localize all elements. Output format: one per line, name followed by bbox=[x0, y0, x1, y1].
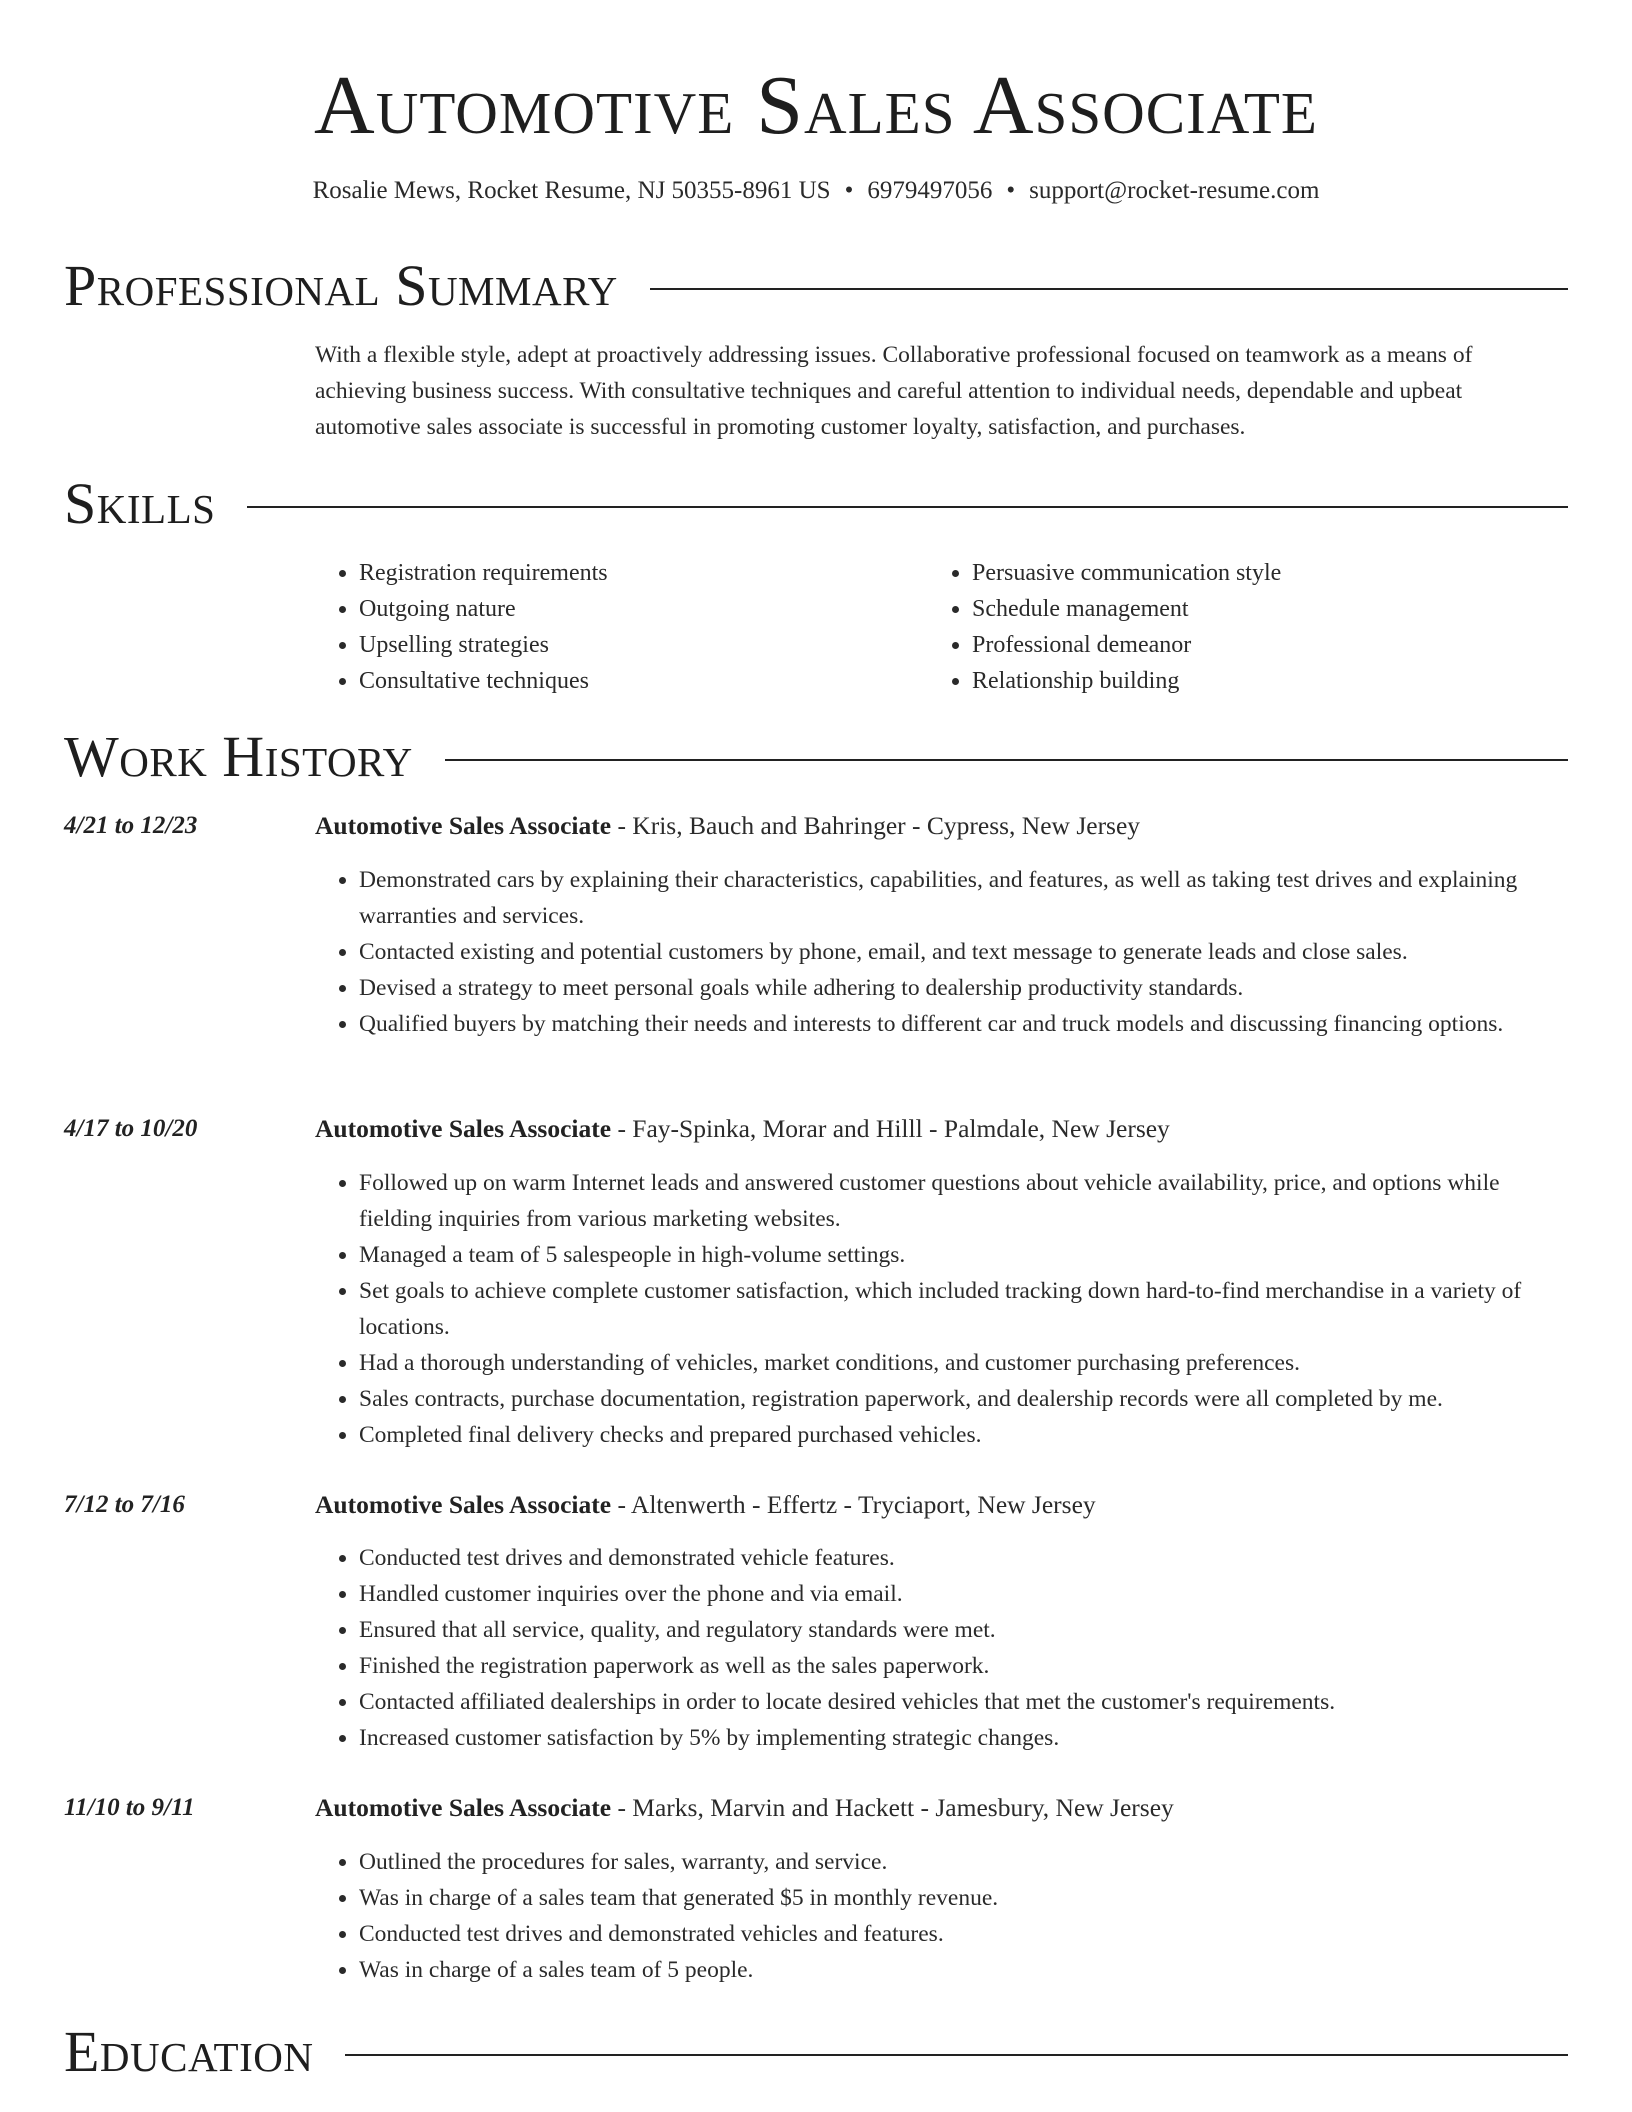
job-bullet: • Completed final delivery checks and prepared purchased vehicles. bbox=[359, 1417, 1568, 1453]
skill-item: • Relationship building bbox=[972, 663, 1572, 699]
job-bullet: • Ensured that all service, quality, and regulatory standards were met. bbox=[359, 1612, 1568, 1648]
job-heading bbox=[315, 808, 1568, 844]
job-heading bbox=[315, 1487, 1568, 1523]
job-heading bbox=[315, 1111, 1568, 1147]
skill-item: • Professional demeanor bbox=[972, 627, 1572, 663]
job-bullet: • Devised a strategy to meet personal goals while adhering to dealership productivity standards. bbox=[359, 970, 1568, 1006]
section-header-skills bbox=[64, 472, 1568, 536]
job-bullet: • Had a thorough understanding of vehicles, market conditions, and customer purchasing preferences. bbox=[359, 1345, 1568, 1381]
job-bullet: • Was in charge of a sales team of 5 people. bbox=[359, 1952, 1568, 1988]
job-details: - Marks, Marvin and Hackett - Jamesbury, New Jersey bbox=[611, 1793, 1174, 1822]
job-bullet: • Followed up on warm Internet leads and answered customer questions about vehicle availability, price, and options while fielding inquiries from various marketing websites. bbox=[359, 1165, 1568, 1237]
resume-title: Automotive Sales Associate bbox=[314, 59, 1318, 152]
job-details: - Kris, Bauch and Bahringer - Cypress, New Jersey bbox=[611, 811, 1141, 840]
job-bullets bbox=[315, 1844, 1568, 1988]
skills-list-right bbox=[928, 555, 1572, 699]
job-role: Automotive Sales Associate bbox=[315, 1114, 612, 1143]
section-divider bbox=[345, 2054, 1568, 2056]
job-bullet: • Sales contracts, purchase documentation, registration paperwork, and dealership records were all completed by me. bbox=[359, 1381, 1568, 1417]
section-header-work-history bbox=[64, 725, 1568, 789]
section-header-education bbox=[64, 2020, 1568, 2084]
job-bullet: • Outlined the procedures for sales, warranty, and service. bbox=[359, 1844, 1568, 1880]
skill-item: • Upselling strategies bbox=[359, 627, 929, 663]
job-heading bbox=[315, 1790, 1568, 1826]
section-title-work-history: Work History bbox=[64, 724, 413, 789]
skill-item: • Outgoing nature bbox=[359, 591, 929, 627]
job-dates: 4/17 to 10/20 bbox=[64, 1115, 198, 1142]
job-bullet: • Contacted affiliated dealerships in order to locate desired vehicles that met the customer's requirements. bbox=[359, 1684, 1568, 1720]
job-bullets bbox=[315, 1540, 1568, 1756]
section-title-summary: Professional Summary bbox=[64, 253, 618, 318]
section-header-summary bbox=[64, 254, 1568, 318]
job-role: Automotive Sales Associate bbox=[315, 1793, 612, 1822]
section-divider bbox=[247, 506, 1568, 508]
job-bullet: • Qualified buyers by matching their needs and interests to different car and truck models and discussing financing options. bbox=[359, 1006, 1568, 1042]
section-divider bbox=[650, 288, 1568, 290]
contact-address: Rosalie Mews, Rocket Resume, NJ 50355-8961 US bbox=[312, 177, 831, 204]
job-details: - Altenwerth - Effertz - Tryciaport, New Jersey bbox=[611, 1490, 1096, 1519]
job-dates: 11/10 to 9/11 bbox=[64, 1794, 195, 1821]
contact-phone: 6979497056 bbox=[867, 177, 993, 204]
skill-item: • Schedule management bbox=[972, 591, 1572, 627]
skill-item: • Registration requirements bbox=[359, 555, 929, 591]
job-bullets bbox=[315, 862, 1568, 1042]
section-title-skills: Skills bbox=[64, 471, 216, 536]
job-details: - Fay-Spinka, Morar and Hilll - Palmdale, New Jersey bbox=[611, 1114, 1170, 1143]
summary-text: With a flexible style, adept at proactively addressing issues. Collaborative professional focused on teamwork as a means of achieving business success. With consultative techniques and careful attention to individual needs, dependable and upbeat automotive sales associate is successful in promoting customer loyalty, satisfaction, and purchases. bbox=[315, 342, 1473, 440]
job-dates: 7/12 to 7/16 bbox=[64, 1491, 185, 1518]
job-role: Automotive Sales Associate bbox=[315, 811, 612, 840]
contact-separator: • bbox=[844, 177, 854, 204]
skill-item: • Consultative techniques bbox=[359, 663, 929, 699]
job-bullet: • Contacted existing and potential customers by phone, email, and text message to generate leads and close sales. bbox=[359, 934, 1568, 970]
job-dates: 4/21 to 12/23 bbox=[64, 812, 198, 839]
job-bullet: • Increased customer satisfaction by 5% by implementing strategic changes. bbox=[359, 1720, 1568, 1756]
job-bullet: • Conducted test drives and demonstrated vehicle features. bbox=[359, 1540, 1568, 1576]
job-bullets bbox=[315, 1165, 1568, 1453]
section-divider bbox=[445, 759, 1568, 761]
skills-list-left bbox=[315, 555, 929, 699]
job-role: Automotive Sales Associate bbox=[315, 1490, 612, 1519]
job-bullet: • Managed a team of 5 salespeople in high-volume settings. bbox=[359, 1237, 1568, 1273]
section-title-education: Education bbox=[64, 2019, 314, 2084]
job-bullet: • Set goals to achieve complete customer satisfaction, which included tracking down hard-to-find merchandise in a variety of locations. bbox=[359, 1273, 1568, 1345]
job-bullet: • Finished the registration paperwork as well as the sales paperwork. bbox=[359, 1648, 1568, 1684]
skill-item: • Persuasive communication style bbox=[972, 555, 1572, 591]
job-bullet: • Conducted test drives and demonstrated vehicles and features. bbox=[359, 1916, 1568, 1952]
job-bullet: • Demonstrated cars by explaining their characteristics, capabilities, and features, as well as taking test drives and explaining warranties and services. bbox=[359, 862, 1568, 934]
job-bullet: • Was in charge of a sales team that generated $5 in monthly revenue. bbox=[359, 1880, 1568, 1916]
job-bullet: • Handled customer inquiries over the phone and via email. bbox=[359, 1576, 1568, 1612]
contact-email: support@rocket-resume.com bbox=[1029, 177, 1320, 204]
contact-line bbox=[64, 174, 1568, 208]
contact-separator: • bbox=[1006, 177, 1016, 204]
